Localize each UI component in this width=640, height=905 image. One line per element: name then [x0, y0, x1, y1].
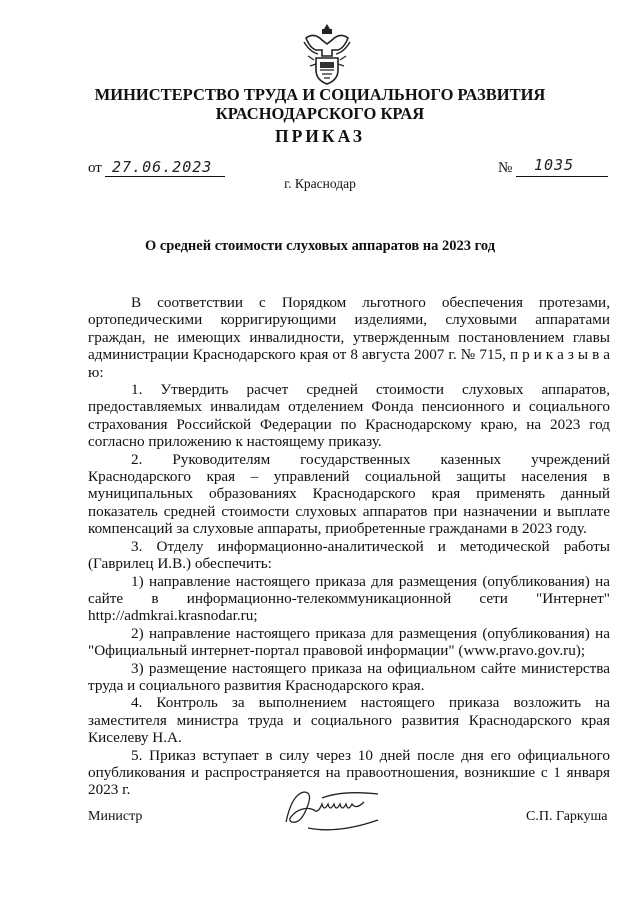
paragraph-subitem-3: 3) размещение настоящего приказа на официальном сайте министерства труда и социального развития Краснодарского края. — [88, 659, 610, 694]
handwritten-signature — [278, 782, 408, 842]
paragraph-subitem-2: 2) направление настоящего приказа для размещения (опубликования) на "Официальный интернет-портал правовой информации" (www.pravo.gov.ru); — [88, 624, 610, 660]
document-body — [88, 294, 610, 799]
paragraph-preamble: В соответствии с Порядком льготного обеспечения протезами, ортопедическими корригирующими изделиями, слуховыми аппаратами граждан, не имеющих инвалидности, утвержденным постановлением главы администрации Краснодарского края от 8 августа 2007 г. № 715, п р и к а з ы в а ю: — [88, 294, 610, 381]
paragraph-item-2: 2. Руководителям государственных казенных учреждений Краснодарского края – управлений социальной защиты населения в муниципальных образованиях Краснодарского края применять данный показатель средней стоимости слуховых аппаратов при назначении и выплате компенсаций за слуховые аппараты, приобретенные гражданами в 2023 году. — [88, 450, 610, 538]
paragraph-item-4: 4. Контроль за выполнением настоящего приказа возложить на заместителя министра труда и социального развития Краснодарского края Киселеву Н.А. — [88, 694, 610, 747]
handwritten-number: 1035 — [534, 156, 575, 174]
document-type: ПРИКАЗ — [274, 126, 366, 146]
ministry-name — [0, 85, 640, 123]
paragraph-item-5: 5. Приказ вступает в силу через 10 дней после дня его официального опубликования и распространяется на правоотношения, возникшие с 1 января 2023 г. — [88, 746, 610, 799]
paragraph-item-3: 3. Отделу информационно-аналитической и методической работы (Гаврилец И.В.) обеспечить: — [88, 537, 610, 573]
ministry-name-line1: МИНИСТЕРСТВО ТРУДА И СОЦИАЛЬНОГО РАЗВИТИЯ — [94, 85, 546, 104]
coat-of-arms-emblem — [300, 22, 354, 86]
signatory-name: С.П. Гаркуша — [526, 809, 608, 824]
paragraph-subitem-1: 1) направление настоящего приказа для размещения (опубликования) на сайте в информационно-телекоммуникационной сети "Интернет" http://admkrai.krasnodar.ru; — [88, 572, 610, 625]
signatory-position: Министр — [88, 809, 143, 824]
handwritten-date: 27.06.2023 — [112, 158, 213, 176]
date-prefix: от — [88, 160, 102, 176]
city: г. Краснодар — [284, 176, 356, 191]
number-prefix: № — [498, 160, 513, 176]
paragraph-item-1: 1. Утвердить расчет средней стоимости слуховых аппаратов, предоставляемых инвалидам отделением Фонда пенсионного и социального страхования Российской Федерации по Краснодарскому краю, на 2023 год согласно приложению к настоящему приказу. — [88, 381, 610, 451]
ministry-name-line2: КРАСНОДАРСКОГО КРАЯ — [215, 104, 425, 123]
document-subject: О средней стоимости слуховых аппаратов на 2023 год — [144, 238, 496, 254]
